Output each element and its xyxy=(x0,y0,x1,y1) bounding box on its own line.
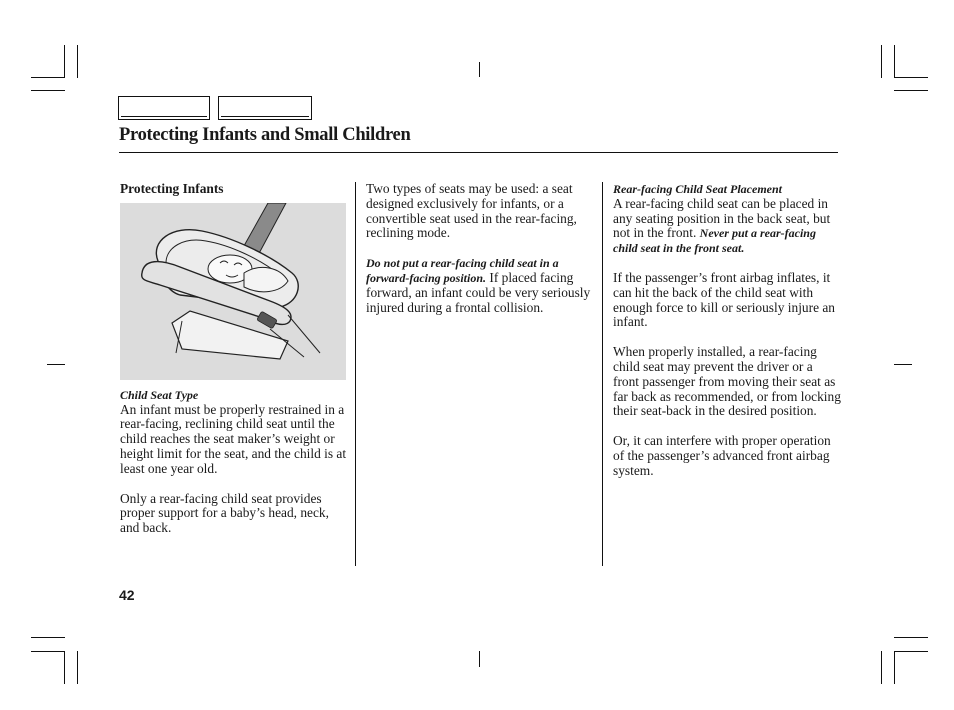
header-tab-1 xyxy=(118,96,210,120)
page-number: 42 xyxy=(119,587,135,603)
column-2 xyxy=(366,182,596,315)
header-tab-2 xyxy=(218,96,312,120)
column-3 xyxy=(613,182,841,479)
warning-rest: If placed facing forward, an infant could be very seriously injured during a frontal collision. xyxy=(366,269,591,315)
paragraph xyxy=(613,197,841,256)
title-rule xyxy=(119,152,838,153)
section-title: Protecting Infants xyxy=(120,181,224,196)
page-title: Protecting Infants and Small Children xyxy=(119,125,411,145)
infant-seat-illustration xyxy=(120,203,346,380)
paragraph: Only a rear-facing child seat provides proper support for a baby’s head, neck, and back. xyxy=(120,490,329,536)
warning-text: Never put a rear-facing child seat in the front seat. xyxy=(613,226,816,256)
paragraph-text: A rear-facing child seat can be placed in any seating position in the back seat, but not in the front. xyxy=(613,195,831,241)
paragraph: If the passenger’s front airbag inflates, it can hit the back of the child seat with enough force to kill or seriously injure an infant. xyxy=(613,269,836,330)
column-divider xyxy=(602,182,603,566)
column-1 xyxy=(120,182,348,536)
paragraph: When properly installed, a rear-facing child seat may prevent the driver or a front passenger from moving their seat as far back as recommended, or from locking their seat-back in the desired position. xyxy=(613,344,841,419)
paragraph: Two types of seats may be used: a seat designed exclusively for infants, or a convertible seat used in the rear-facing, reclining mode. xyxy=(366,181,577,241)
subhead-placement: Rear-facing Child Seat Placement xyxy=(613,182,782,196)
warning-paragraph xyxy=(366,256,596,315)
column-divider xyxy=(355,182,356,566)
warning-text: Do not put a rear-facing child seat in a forward-facing position. xyxy=(366,256,559,285)
paragraph: An infant must be properly restrained in a rear-facing, reclining child seat until the child reaches the seat maker’s weight or height limit for the seat, and the child is at least one year old. xyxy=(120,401,347,476)
subhead-child-seat-type: Child Seat Type xyxy=(120,387,199,402)
paragraph: Or, it can interfere with proper operation of the passenger’s advanced front airbag system. xyxy=(613,433,831,478)
